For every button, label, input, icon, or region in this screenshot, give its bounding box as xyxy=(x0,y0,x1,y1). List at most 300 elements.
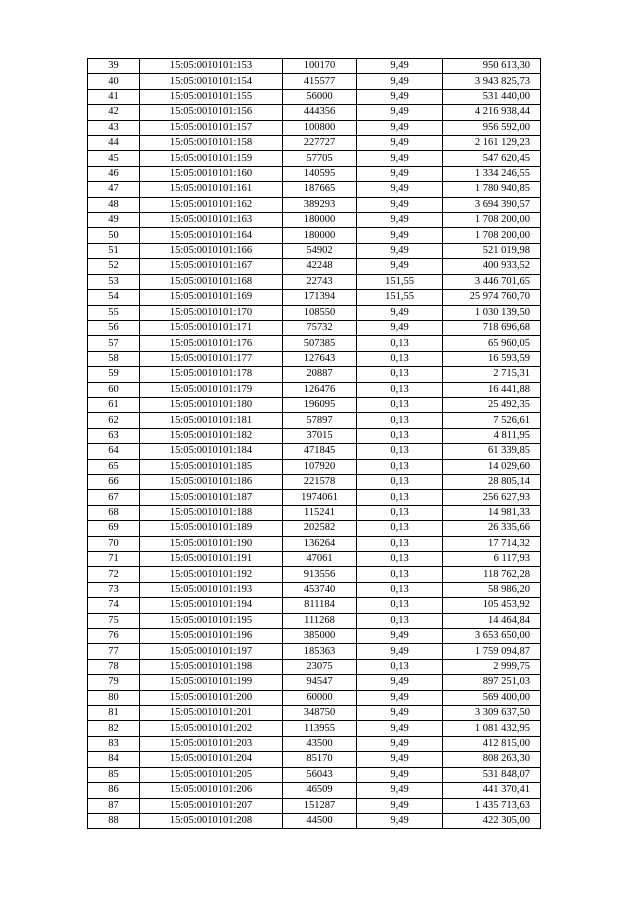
table-row xyxy=(88,783,541,798)
rate-cell: 9,49 xyxy=(357,305,443,320)
cadastral-number-cell: 15:05:0010101:194 xyxy=(140,598,283,613)
table-row xyxy=(88,536,541,551)
rate-cell: 9,49 xyxy=(357,166,443,181)
table-row xyxy=(88,459,541,474)
value-cell: 531 440,00 xyxy=(443,89,541,104)
value-cell: 58 986,20 xyxy=(443,582,541,597)
rate-cell: 0,13 xyxy=(357,367,443,382)
row-number-cell: 72 xyxy=(88,567,140,582)
rate-cell: 151,55 xyxy=(357,274,443,289)
row-number-cell: 88 xyxy=(88,813,140,828)
area-cell: 187665 xyxy=(283,182,357,197)
cadastral-number-cell: 15:05:0010101:204 xyxy=(140,752,283,767)
area-cell: 44500 xyxy=(283,813,357,828)
cadastral-number-cell: 15:05:0010101:170 xyxy=(140,305,283,320)
value-cell: 3 446 701,65 xyxy=(443,274,541,289)
table-row xyxy=(88,706,541,721)
rate-cell: 0,13 xyxy=(357,598,443,613)
table-row xyxy=(88,505,541,520)
cadastral-number-cell: 15:05:0010101:163 xyxy=(140,213,283,228)
cadastral-number-cell: 15:05:0010101:153 xyxy=(140,59,283,74)
table-row xyxy=(88,598,541,613)
rate-cell: 0,13 xyxy=(357,351,443,366)
area-cell: 23075 xyxy=(283,659,357,674)
area-cell: 811184 xyxy=(283,598,357,613)
rate-cell: 9,49 xyxy=(357,767,443,782)
table-row xyxy=(88,74,541,89)
cadastral-number-cell: 15:05:0010101:188 xyxy=(140,505,283,520)
rate-cell: 9,49 xyxy=(357,813,443,828)
row-number-cell: 42 xyxy=(88,105,140,120)
value-cell: 25 492,35 xyxy=(443,397,541,412)
cadastral-number-cell: 15:05:0010101:161 xyxy=(140,182,283,197)
cadastral-number-cell: 15:05:0010101:178 xyxy=(140,367,283,382)
area-cell: 227727 xyxy=(283,136,357,151)
row-number-cell: 79 xyxy=(88,675,140,690)
table-row xyxy=(88,243,541,258)
row-number-cell: 71 xyxy=(88,552,140,567)
row-number-cell: 52 xyxy=(88,259,140,274)
row-number-cell: 81 xyxy=(88,706,140,721)
area-cell: 471845 xyxy=(283,444,357,459)
area-cell: 415577 xyxy=(283,74,357,89)
area-cell: 171394 xyxy=(283,290,357,305)
row-number-cell: 85 xyxy=(88,767,140,782)
row-number-cell: 77 xyxy=(88,644,140,659)
rate-cell: 9,49 xyxy=(357,675,443,690)
cadastral-number-cell: 15:05:0010101:191 xyxy=(140,552,283,567)
area-cell: 75732 xyxy=(283,320,357,335)
cadastral-number-cell: 15:05:0010101:202 xyxy=(140,721,283,736)
cadastral-number-cell: 15:05:0010101:200 xyxy=(140,690,283,705)
cadastral-number-cell: 15:05:0010101:195 xyxy=(140,613,283,628)
value-cell: 897 251,03 xyxy=(443,675,541,690)
rate-cell: 0,13 xyxy=(357,474,443,489)
area-cell: 126476 xyxy=(283,382,357,397)
area-cell: 180000 xyxy=(283,228,357,243)
value-cell: 2 715,31 xyxy=(443,367,541,382)
cadastral-number-cell: 15:05:0010101:207 xyxy=(140,798,283,813)
cadastral-number-cell: 15:05:0010101:157 xyxy=(140,120,283,135)
value-cell: 2 999,75 xyxy=(443,659,541,674)
table-body xyxy=(88,59,541,829)
value-cell: 16 593,59 xyxy=(443,351,541,366)
value-cell: 6 117,93 xyxy=(443,552,541,567)
table-row xyxy=(88,213,541,228)
value-cell: 1 780 940,85 xyxy=(443,182,541,197)
row-number-cell: 68 xyxy=(88,505,140,520)
table-row xyxy=(88,567,541,582)
value-cell: 422 305,00 xyxy=(443,813,541,828)
row-number-cell: 66 xyxy=(88,474,140,489)
rate-cell: 0,13 xyxy=(357,582,443,597)
area-cell: 56000 xyxy=(283,89,357,104)
value-cell: 400 933,52 xyxy=(443,259,541,274)
table-row xyxy=(88,474,541,489)
rate-cell: 9,49 xyxy=(357,721,443,736)
table-row xyxy=(88,166,541,181)
rate-cell: 9,49 xyxy=(357,228,443,243)
cadastral-number-cell: 15:05:0010101:182 xyxy=(140,428,283,443)
table-row xyxy=(88,367,541,382)
row-number-cell: 56 xyxy=(88,320,140,335)
table-row xyxy=(88,629,541,644)
value-cell: 412 815,00 xyxy=(443,736,541,751)
value-cell: 16 441,88 xyxy=(443,382,541,397)
row-number-cell: 76 xyxy=(88,629,140,644)
cadastral-number-cell: 15:05:0010101:171 xyxy=(140,320,283,335)
area-cell: 1974061 xyxy=(283,490,357,505)
row-number-cell: 49 xyxy=(88,213,140,228)
rate-cell: 0,13 xyxy=(357,536,443,551)
cadastral-number-cell: 15:05:0010101:193 xyxy=(140,582,283,597)
table-row xyxy=(88,182,541,197)
value-cell: 718 696,68 xyxy=(443,320,541,335)
value-cell: 4 811,95 xyxy=(443,428,541,443)
cadastral-number-cell: 15:05:0010101:197 xyxy=(140,644,283,659)
value-cell: 950 613,30 xyxy=(443,59,541,74)
cadastral-number-cell: 15:05:0010101:189 xyxy=(140,521,283,536)
cadastral-number-cell: 15:05:0010101:169 xyxy=(140,290,283,305)
table-row xyxy=(88,59,541,74)
rate-cell: 9,49 xyxy=(357,752,443,767)
table-row xyxy=(88,151,541,166)
row-number-cell: 63 xyxy=(88,428,140,443)
rate-cell: 0,13 xyxy=(357,659,443,674)
row-number-cell: 83 xyxy=(88,736,140,751)
row-number-cell: 65 xyxy=(88,459,140,474)
rate-cell: 9,49 xyxy=(357,136,443,151)
rate-cell: 9,49 xyxy=(357,783,443,798)
value-cell: 3 694 390,57 xyxy=(443,197,541,212)
value-cell: 7 526,61 xyxy=(443,413,541,428)
row-number-cell: 69 xyxy=(88,521,140,536)
cadastral-number-cell: 15:05:0010101:167 xyxy=(140,259,283,274)
value-cell: 1 708 200,00 xyxy=(443,228,541,243)
cadastral-number-cell: 15:05:0010101:187 xyxy=(140,490,283,505)
area-cell: 127643 xyxy=(283,351,357,366)
rate-cell: 0,13 xyxy=(357,459,443,474)
area-cell: 385000 xyxy=(283,629,357,644)
row-number-cell: 46 xyxy=(88,166,140,181)
area-cell: 46509 xyxy=(283,783,357,798)
table-row xyxy=(88,320,541,335)
area-cell: 57705 xyxy=(283,151,357,166)
value-cell: 1 081 432,95 xyxy=(443,721,541,736)
area-cell: 54902 xyxy=(283,243,357,258)
area-cell: 444356 xyxy=(283,105,357,120)
rate-cell: 0,13 xyxy=(357,613,443,628)
area-cell: 107920 xyxy=(283,459,357,474)
rate-cell: 0,13 xyxy=(357,505,443,520)
cadastral-number-cell: 15:05:0010101:205 xyxy=(140,767,283,782)
value-cell: 1 708 200,00 xyxy=(443,213,541,228)
cadastral-number-cell: 15:05:0010101:208 xyxy=(140,813,283,828)
row-number-cell: 86 xyxy=(88,783,140,798)
value-cell: 105 453,92 xyxy=(443,598,541,613)
rate-cell: 0,13 xyxy=(357,567,443,582)
area-cell: 100170 xyxy=(283,59,357,74)
value-cell: 118 762,28 xyxy=(443,567,541,582)
table-row xyxy=(88,552,541,567)
table-row xyxy=(88,413,541,428)
row-number-cell: 54 xyxy=(88,290,140,305)
rate-cell: 0,13 xyxy=(357,336,443,351)
rate-cell: 151,55 xyxy=(357,290,443,305)
value-cell: 14 029,60 xyxy=(443,459,541,474)
area-cell: 115241 xyxy=(283,505,357,520)
table-row xyxy=(88,397,541,412)
value-cell: 3 943 825,73 xyxy=(443,74,541,89)
cadastral-number-cell: 15:05:0010101:168 xyxy=(140,274,283,289)
rate-cell: 0,13 xyxy=(357,382,443,397)
rate-cell: 9,49 xyxy=(357,644,443,659)
cadastral-number-cell: 15:05:0010101:160 xyxy=(140,166,283,181)
cadastral-number-cell: 15:05:0010101:206 xyxy=(140,783,283,798)
row-number-cell: 87 xyxy=(88,798,140,813)
cadastral-number-cell: 15:05:0010101:198 xyxy=(140,659,283,674)
value-cell: 547 620,45 xyxy=(443,151,541,166)
value-cell: 1 030 139,50 xyxy=(443,305,541,320)
cadastral-number-cell: 15:05:0010101:185 xyxy=(140,459,283,474)
cadastral-number-cell: 15:05:0010101:155 xyxy=(140,89,283,104)
cadastral-number-cell: 15:05:0010101:176 xyxy=(140,336,283,351)
cadastral-number-cell: 15:05:0010101:158 xyxy=(140,136,283,151)
value-cell: 1 759 094,87 xyxy=(443,644,541,659)
area-cell: 185363 xyxy=(283,644,357,659)
row-number-cell: 84 xyxy=(88,752,140,767)
table-row xyxy=(88,382,541,397)
cadastral-number-cell: 15:05:0010101:166 xyxy=(140,243,283,258)
value-cell: 28 805,14 xyxy=(443,474,541,489)
area-cell: 453740 xyxy=(283,582,357,597)
row-number-cell: 58 xyxy=(88,351,140,366)
table-row xyxy=(88,813,541,828)
rate-cell: 9,49 xyxy=(357,120,443,135)
area-cell: 507385 xyxy=(283,336,357,351)
row-number-cell: 78 xyxy=(88,659,140,674)
cadastral-number-cell: 15:05:0010101:180 xyxy=(140,397,283,412)
area-cell: 389293 xyxy=(283,197,357,212)
rate-cell: 9,49 xyxy=(357,243,443,258)
value-cell: 531 848,07 xyxy=(443,767,541,782)
table-row xyxy=(88,290,541,305)
table-row xyxy=(88,582,541,597)
table-row xyxy=(88,274,541,289)
cadastral-number-cell: 15:05:0010101:162 xyxy=(140,197,283,212)
rate-cell: 0,13 xyxy=(357,397,443,412)
value-cell: 14 981,33 xyxy=(443,505,541,520)
table-row xyxy=(88,197,541,212)
table-row xyxy=(88,690,541,705)
area-cell: 136264 xyxy=(283,536,357,551)
table-row xyxy=(88,736,541,751)
rate-cell: 0,13 xyxy=(357,413,443,428)
area-cell: 56043 xyxy=(283,767,357,782)
rate-cell: 9,49 xyxy=(357,182,443,197)
area-cell: 100800 xyxy=(283,120,357,135)
cadastral-number-cell: 15:05:0010101:154 xyxy=(140,74,283,89)
cadastral-number-cell: 15:05:0010101:177 xyxy=(140,351,283,366)
table-row xyxy=(88,521,541,536)
table-row xyxy=(88,644,541,659)
row-number-cell: 53 xyxy=(88,274,140,289)
table-row xyxy=(88,613,541,628)
rate-cell: 9,49 xyxy=(357,197,443,212)
row-number-cell: 73 xyxy=(88,582,140,597)
table-row xyxy=(88,798,541,813)
value-cell: 17 714,32 xyxy=(443,536,541,551)
rate-cell: 0,13 xyxy=(357,444,443,459)
area-cell: 913556 xyxy=(283,567,357,582)
area-cell: 113955 xyxy=(283,721,357,736)
row-number-cell: 59 xyxy=(88,367,140,382)
cadastral-number-cell: 15:05:0010101:159 xyxy=(140,151,283,166)
area-cell: 42248 xyxy=(283,259,357,274)
cadastral-number-cell: 15:05:0010101:186 xyxy=(140,474,283,489)
value-cell: 521 019,98 xyxy=(443,243,541,258)
rate-cell: 9,49 xyxy=(357,59,443,74)
table-row xyxy=(88,490,541,505)
cadastral-value-table xyxy=(87,58,541,829)
value-cell: 1 435 713,63 xyxy=(443,798,541,813)
rate-cell: 0,13 xyxy=(357,490,443,505)
area-cell: 348750 xyxy=(283,706,357,721)
cadastral-number-cell: 15:05:0010101:199 xyxy=(140,675,283,690)
area-cell: 108550 xyxy=(283,305,357,320)
cadastral-number-cell: 15:05:0010101:179 xyxy=(140,382,283,397)
rate-cell: 9,49 xyxy=(357,320,443,335)
table-row xyxy=(88,659,541,674)
rate-cell: 9,49 xyxy=(357,736,443,751)
table-row xyxy=(88,351,541,366)
rate-cell: 9,49 xyxy=(357,706,443,721)
row-number-cell: 39 xyxy=(88,59,140,74)
table-row xyxy=(88,444,541,459)
value-cell: 256 627,93 xyxy=(443,490,541,505)
value-cell: 3 309 637,50 xyxy=(443,706,541,721)
rate-cell: 0,13 xyxy=(357,521,443,536)
table-row xyxy=(88,136,541,151)
area-cell: 37015 xyxy=(283,428,357,443)
table-row xyxy=(88,721,541,736)
area-cell: 43500 xyxy=(283,736,357,751)
rate-cell: 9,49 xyxy=(357,151,443,166)
rate-cell: 9,49 xyxy=(357,213,443,228)
area-cell: 111268 xyxy=(283,613,357,628)
rate-cell: 9,49 xyxy=(357,259,443,274)
cadastral-number-cell: 15:05:0010101:181 xyxy=(140,413,283,428)
rate-cell: 9,49 xyxy=(357,105,443,120)
area-cell: 47061 xyxy=(283,552,357,567)
row-number-cell: 61 xyxy=(88,397,140,412)
row-number-cell: 55 xyxy=(88,305,140,320)
area-cell: 196095 xyxy=(283,397,357,412)
row-number-cell: 82 xyxy=(88,721,140,736)
cadastral-number-cell: 15:05:0010101:164 xyxy=(140,228,283,243)
cadastral-number-cell: 15:05:0010101:190 xyxy=(140,536,283,551)
row-number-cell: 43 xyxy=(88,120,140,135)
row-number-cell: 50 xyxy=(88,228,140,243)
rate-cell: 0,13 xyxy=(357,552,443,567)
rate-cell: 9,49 xyxy=(357,798,443,813)
value-cell: 2 161 129,23 xyxy=(443,136,541,151)
row-number-cell: 74 xyxy=(88,598,140,613)
row-number-cell: 80 xyxy=(88,690,140,705)
row-number-cell: 45 xyxy=(88,151,140,166)
row-number-cell: 75 xyxy=(88,613,140,628)
table-row xyxy=(88,120,541,135)
area-cell: 221578 xyxy=(283,474,357,489)
value-cell: 441 370,41 xyxy=(443,783,541,798)
rate-cell: 9,49 xyxy=(357,74,443,89)
value-cell: 61 339,85 xyxy=(443,444,541,459)
area-cell: 85170 xyxy=(283,752,357,767)
value-cell: 3 653 650,00 xyxy=(443,629,541,644)
table-row xyxy=(88,259,541,274)
area-cell: 22743 xyxy=(283,274,357,289)
row-number-cell: 51 xyxy=(88,243,140,258)
value-cell: 569 400,00 xyxy=(443,690,541,705)
rate-cell: 9,49 xyxy=(357,629,443,644)
cadastral-number-cell: 15:05:0010101:184 xyxy=(140,444,283,459)
table-row xyxy=(88,752,541,767)
table-row xyxy=(88,228,541,243)
row-number-cell: 70 xyxy=(88,536,140,551)
area-cell: 180000 xyxy=(283,213,357,228)
area-cell: 57897 xyxy=(283,413,357,428)
area-cell: 140595 xyxy=(283,166,357,181)
row-number-cell: 60 xyxy=(88,382,140,397)
value-cell: 1 334 246,55 xyxy=(443,166,541,181)
area-cell: 151287 xyxy=(283,798,357,813)
row-number-cell: 57 xyxy=(88,336,140,351)
cadastral-number-cell: 15:05:0010101:196 xyxy=(140,629,283,644)
table-row xyxy=(88,767,541,782)
table-row xyxy=(88,675,541,690)
table-row xyxy=(88,428,541,443)
area-cell: 202582 xyxy=(283,521,357,536)
row-number-cell: 67 xyxy=(88,490,140,505)
rate-cell: 9,49 xyxy=(357,89,443,104)
cadastral-number-cell: 15:05:0010101:203 xyxy=(140,736,283,751)
cadastral-number-cell: 15:05:0010101:201 xyxy=(140,706,283,721)
row-number-cell: 44 xyxy=(88,136,140,151)
cadastral-number-cell: 15:05:0010101:192 xyxy=(140,567,283,582)
row-number-cell: 47 xyxy=(88,182,140,197)
value-cell: 956 592,00 xyxy=(443,120,541,135)
area-cell: 94547 xyxy=(283,675,357,690)
value-cell: 808 263,30 xyxy=(443,752,541,767)
area-cell: 60000 xyxy=(283,690,357,705)
row-number-cell: 41 xyxy=(88,89,140,104)
value-cell: 4 216 938,44 xyxy=(443,105,541,120)
table-row xyxy=(88,336,541,351)
value-cell: 14 464,84 xyxy=(443,613,541,628)
table-row xyxy=(88,105,541,120)
value-cell: 65 960,05 xyxy=(443,336,541,351)
row-number-cell: 64 xyxy=(88,444,140,459)
row-number-cell: 62 xyxy=(88,413,140,428)
cadastral-number-cell: 15:05:0010101:156 xyxy=(140,105,283,120)
area-cell: 20887 xyxy=(283,367,357,382)
rate-cell: 0,13 xyxy=(357,428,443,443)
table-row xyxy=(88,305,541,320)
row-number-cell: 40 xyxy=(88,74,140,89)
table-row xyxy=(88,89,541,104)
value-cell: 25 974 760,70 xyxy=(443,290,541,305)
value-cell: 26 335,66 xyxy=(443,521,541,536)
